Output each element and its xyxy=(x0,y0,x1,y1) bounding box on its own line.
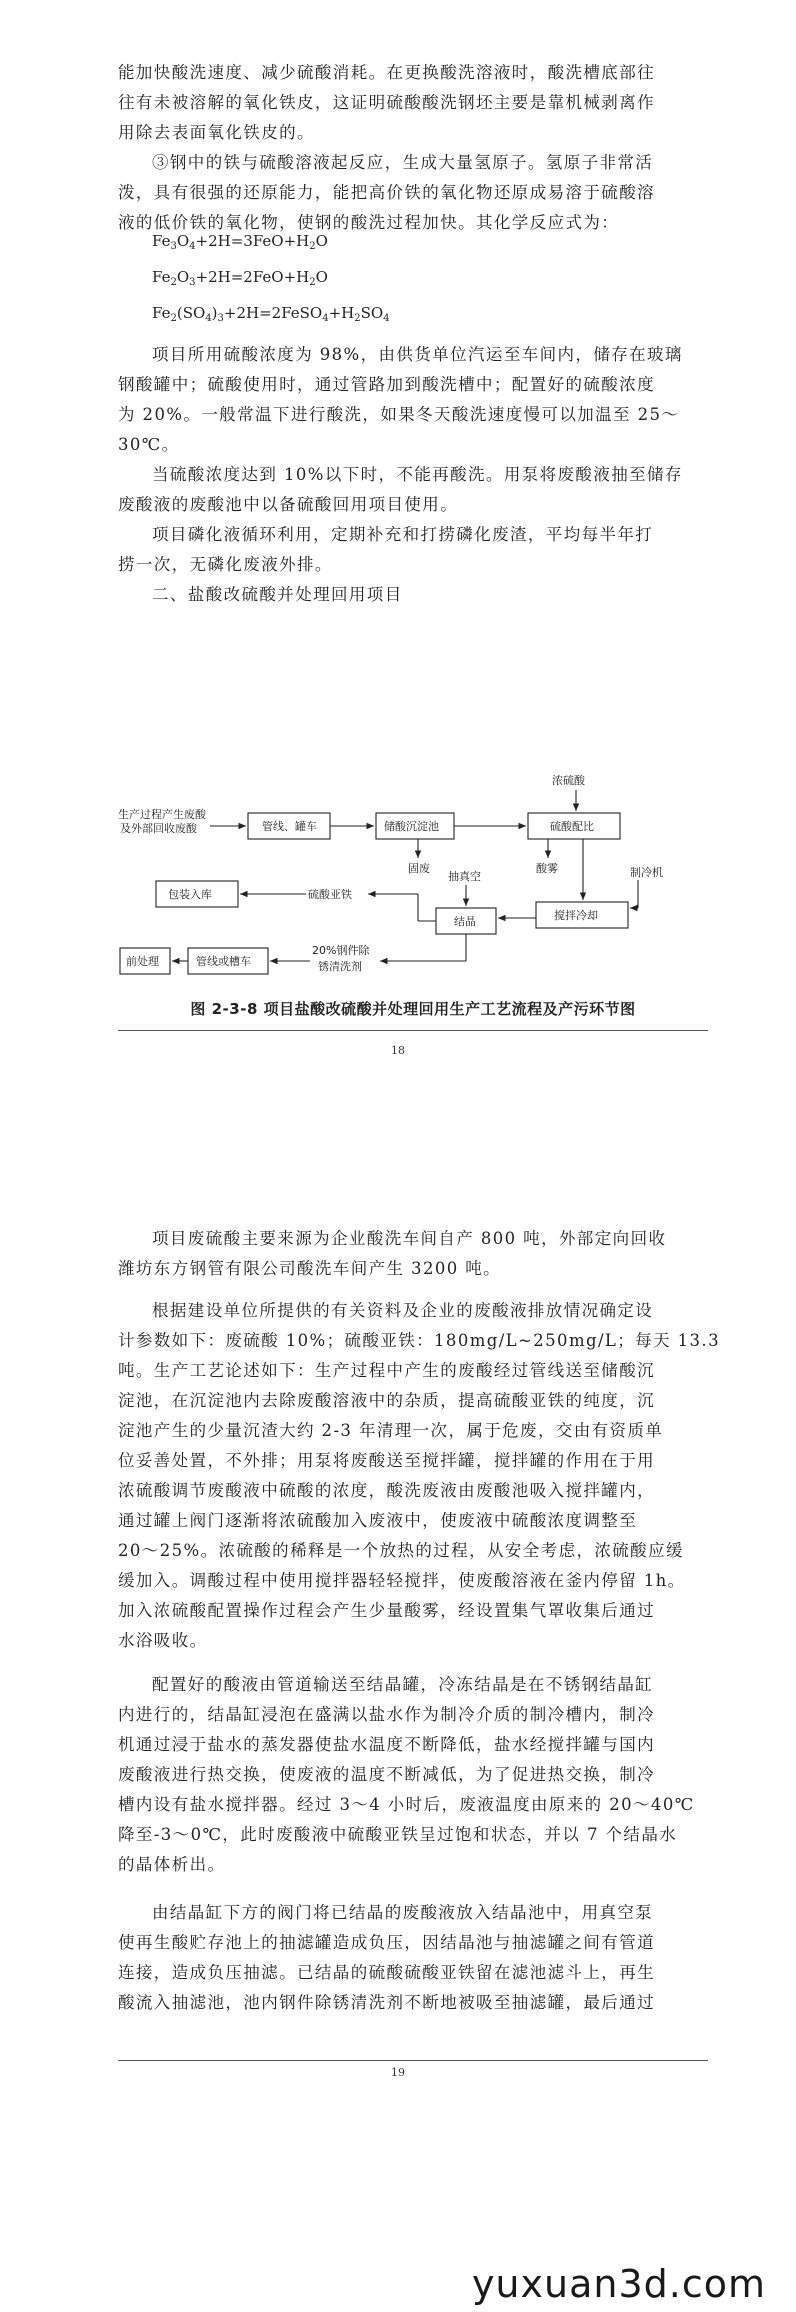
text-line: 液的低价铁的氧化物，使钢的酸洗过程加快。其化学反应式为： xyxy=(118,213,620,232)
chiller-label: 制冷机 xyxy=(630,866,663,879)
paragraph-phosphating xyxy=(118,520,708,580)
page-number: 19 xyxy=(391,2066,405,2079)
chemical-formula-2: $Fe_2O_3+2H=2FeO+H_2O$ xyxy=(152,268,328,288)
text-line: 连接，造成负压抽滤。已结晶的硫酸硫酸亚铁留在滤池滤斗上，再生 xyxy=(118,1963,655,1982)
text-line: 30℃。 xyxy=(118,435,180,454)
source-label-2: 及外部回收废酸 xyxy=(120,822,197,835)
section-heading-text: 二、盐酸改硫酸并处理回用项目 xyxy=(152,585,403,604)
text-line: 计参数如下：废硫酸 10%；硫酸亚铁：180mg/L~250mg/L；每天 13.3 xyxy=(118,1331,720,1350)
chemical-formula-1: $Fe_3O_4+2H=3FeO+H_2O$ xyxy=(152,232,328,252)
text-line: 缓加入。调酸过程中使用搅拌器轻轻搅拌，使废酸溶液在釜内停留 1h。 xyxy=(118,1571,686,1590)
rust-cleaner-label-2: 锈清洗剂 xyxy=(318,960,362,973)
figure-caption: 图 2-3-8 项目盐酸改硫酸并处理回用生产工艺流程及产污环节图 xyxy=(190,1000,636,1018)
paragraph-waste-acid xyxy=(118,460,708,520)
text-line: 项目所用硫酸浓度为 98%，由供货单位汽运至车间内，储存在玻璃 xyxy=(152,345,683,364)
paragraph-crystallization xyxy=(118,1670,708,1880)
pipe-tanker-label: 管线或槽车 xyxy=(196,955,251,968)
fume-label: 酸雾 xyxy=(536,862,558,875)
text-line: 酸流入抽滤池，池内钢件除锈清洗剂不断地被吸至抽滤罐，最后通过 xyxy=(118,1993,655,2012)
text-line: 项目废硫酸主要来源为企业酸洗车间自产 800 吨，外部定向回收 xyxy=(152,1229,667,1248)
document-page-18 xyxy=(0,0,796,1110)
section-heading xyxy=(118,580,708,610)
paragraph-filtration xyxy=(118,1898,708,2018)
text-line: 为 20%。一般常温下进行酸洗，如果冬天酸洗速度慢可以加温至 25～ xyxy=(118,405,680,424)
source-label-1: 生产过程产生废酸 xyxy=(118,808,206,821)
vacuum-label: 抽真空 xyxy=(448,870,481,883)
text-line: 捞一次，无磷化废液外排。 xyxy=(118,555,333,574)
sludge-label: 固废 xyxy=(408,862,430,875)
text-line: 降至-3～0℃，此时废酸液中硫酸亚铁呈过饱和状态，并以 7 个结晶水 xyxy=(118,1825,678,1844)
text-line: 通过罐上阀门逐渐将浓硫酸加入废液中，使废液中硫酸浓度调整至 xyxy=(118,1511,638,1530)
watermark-text: yuxuan3d.com xyxy=(471,2262,766,2306)
chemical-formula-3: $Fe_2(SO_4)_3+2H=2FeSO_4+H_2SO_4$ xyxy=(152,304,390,324)
text-line: 项目磷化液循环利用，定期补充和打捞磷化废渣，平均每半年打 xyxy=(152,525,654,544)
paragraph-hydrogen-reaction xyxy=(118,148,708,238)
stir-cool-label: 搅拌冷却 xyxy=(554,909,598,922)
text-line: 泼，具有很强的还原能力，能把高价铁的氧化物还原成易溶于硫酸溶 xyxy=(118,183,655,202)
text-line: 的晶体析出。 xyxy=(118,1855,226,1874)
text-line: 内进行的，结晶缸浸泡在盛满以盐水作为制冷介质的制冷槽内，制冷 xyxy=(118,1705,655,1724)
page-footer-rule xyxy=(118,2060,708,2061)
text-line: 能加快酸洗速度、减少硫酸消耗。在更换酸洗溶液时，酸洗槽底部往 xyxy=(118,63,655,82)
text-line: 淀池，在沉淀池内去除废酸溶液中的杂质，提高硫酸亚铁的纯度，沉 xyxy=(118,1391,655,1410)
text-line: 当硫酸浓度达到 10%以下时，不能再酸洗。用泵将废酸液抽至储存 xyxy=(152,465,683,484)
crystal-label: 结晶 xyxy=(454,915,476,928)
package-label: 包装入库 xyxy=(168,888,212,901)
text-line: 由结晶缸下方的阀门将已结晶的废酸液放入结晶池中，用真空泵 xyxy=(152,1903,654,1922)
text-line: 钢酸罐中；硫酸使用时，通过管路加到酸洗槽中；配置好的硫酸浓度 xyxy=(118,375,655,394)
paragraph-pickling-mechanism xyxy=(118,58,708,148)
text-line: 淀池产生的少量沉渣大约 2-3 年清理一次，属于危废，交由有资质单 xyxy=(118,1421,664,1440)
text-line: 机通过浸于盐水的蒸发器使盐水温度不断降低，盐水经搅拌罐与国内 xyxy=(118,1735,655,1754)
acid-mix-label: 硫酸配比 xyxy=(550,820,594,833)
text-line: 20～25%。浓硫酸的稀释是一个放热的过程，从安全考虑，浓硫酸应缓 xyxy=(118,1541,684,1560)
ferrous-sulfate-label: 硫酸亚铁 xyxy=(308,888,352,901)
text-line: 水浴吸收。 xyxy=(118,1631,208,1650)
text-line: 配置好的酸液由管道输送至结晶罐，冷冻结晶是在不锈钢结晶缸 xyxy=(152,1675,654,1694)
settling-tank-label: 储酸沉淀池 xyxy=(384,820,439,833)
paragraph-design-parameters xyxy=(118,1296,720,1656)
text-line: 位妥善处置，不外排；用泵将废酸送至搅拌罐，搅拌罐的作用在于用 xyxy=(118,1451,655,1470)
paragraph-waste-source xyxy=(118,1224,708,1284)
pretreatment-label: 前处理 xyxy=(126,955,159,968)
pipe-tank-label: 管线、罐车 xyxy=(262,820,317,833)
text-line: 加入浓硫酸配置操作过程会产生少量酸雾，经设置集气罩收集后通过 xyxy=(118,1601,655,1620)
rust-cleaner-label-1: 20%钢件除 xyxy=(312,944,370,957)
text-line: 废酸液进行热交换，使废液的温度不断减低，为了促进热交换，制冷 xyxy=(118,1765,655,1784)
text-line: 吨。生产工艺论述如下：生产过程中产生的废酸经过管线送至储酸沉 xyxy=(118,1361,655,1380)
text-line: 根据建设单位所提供的有关资料及企业的废酸液排放情况确定设 xyxy=(152,1301,654,1320)
text-line: 废酸液的废酸池中以备硫酸回用项目使用。 xyxy=(118,495,459,514)
process-flow-diagram xyxy=(118,768,708,990)
text-line: 潍坊东方钢管有限公司酸洗车间产生 3200 吨。 xyxy=(118,1259,502,1278)
conc-acid-label: 浓硫酸 xyxy=(552,774,585,787)
text-line: 使再生酸贮存池上的抽滤罐造成负压，因结晶池与抽滤罐之间有管道 xyxy=(118,1933,655,1952)
paragraph-acid-storage xyxy=(118,340,708,460)
text-line: ③钢中的铁与硫酸溶液起反应，生成大量氢原子。氢原子非常活 xyxy=(152,153,654,172)
document-page-19 xyxy=(0,1170,796,2312)
page-number: 18 xyxy=(391,1044,405,1057)
text-line: 用除去表面氧化铁皮的。 xyxy=(118,123,315,142)
text-line: 浓硫酸调节废酸液中硫酸的浓度，酸洗废液由废酸池吸入搅拌罐内， xyxy=(118,1481,655,1500)
text-line: 槽内设有盐水搅拌器。经过 3～4 小时后，废液温度由原来的 20～40℃ xyxy=(118,1795,695,1814)
page-footer-rule xyxy=(118,1030,708,1031)
text-line: 往有未被溶解的氧化铁皮，这证明硫酸酸洗钢坯主要是靠机械剥离作 xyxy=(118,93,655,112)
